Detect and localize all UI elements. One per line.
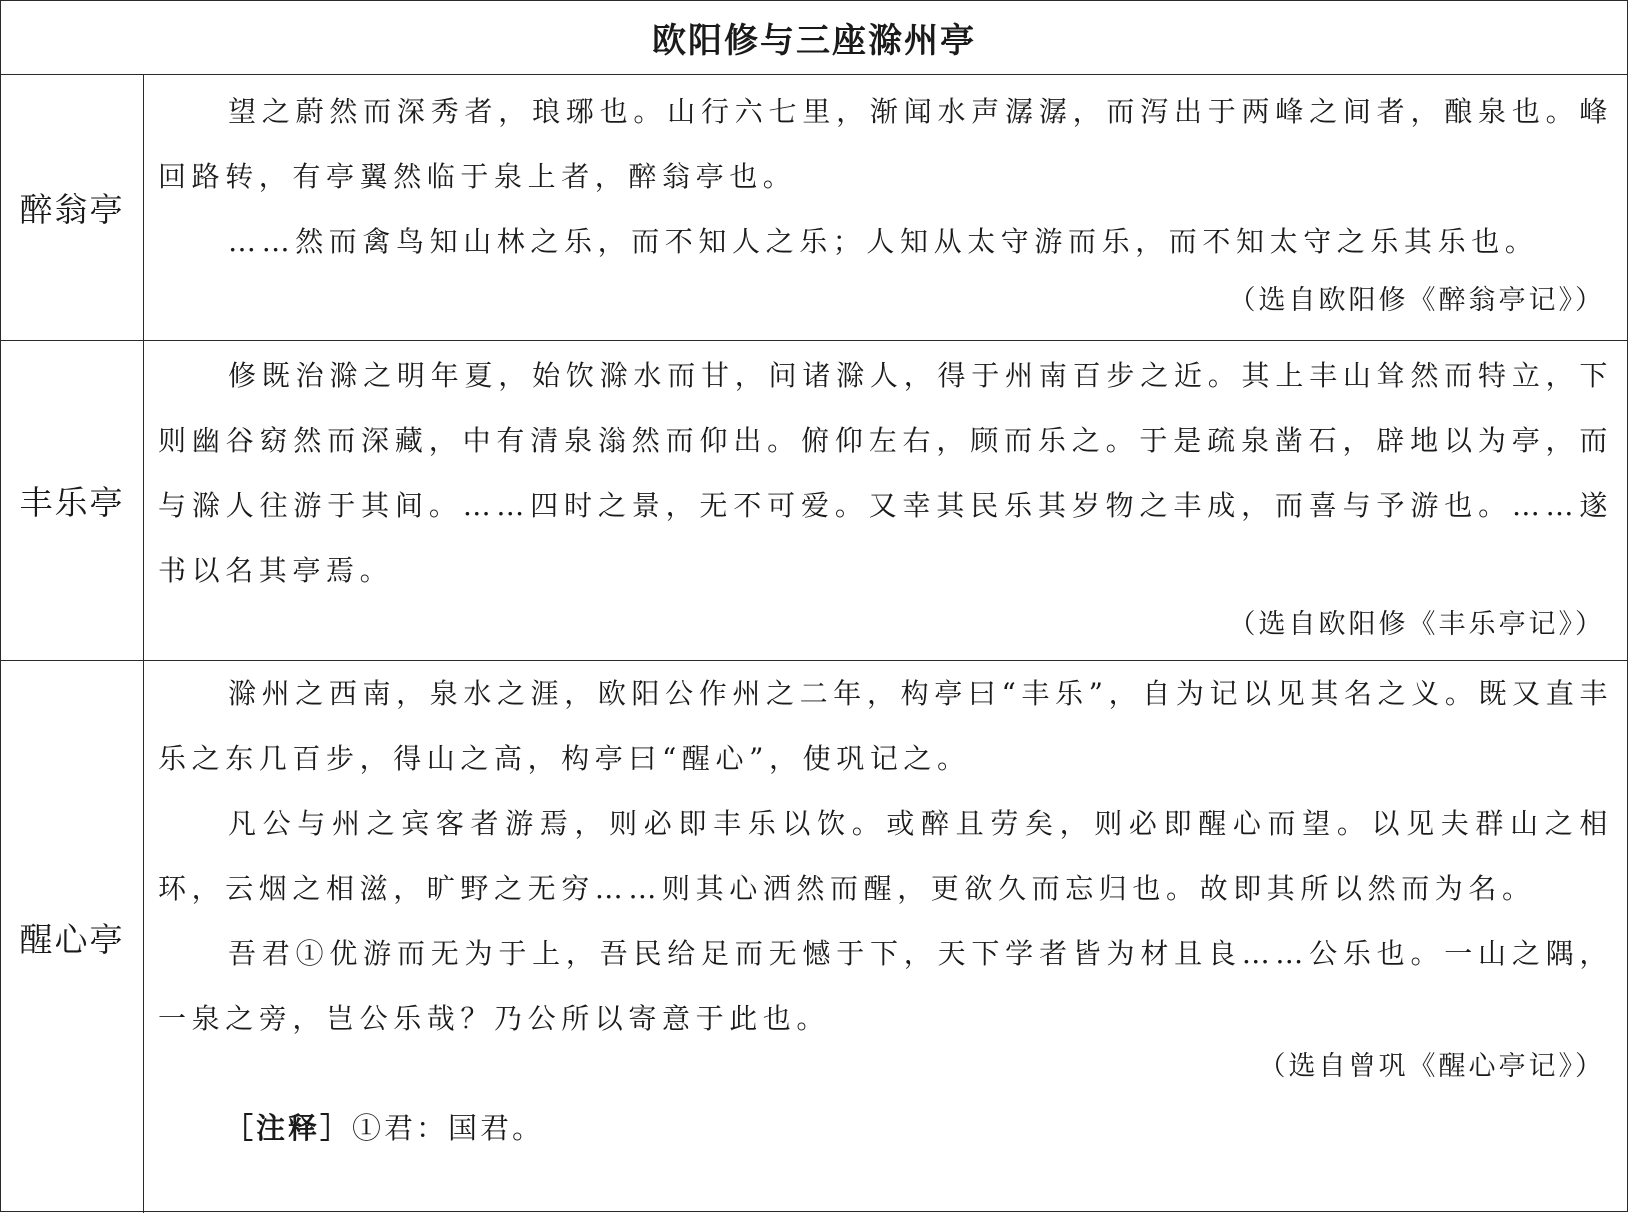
row-content [144,75,1627,340]
paragraph: 滁州之西南，泉水之涯，欧阳公作州之二年，构亭曰“丰乐”，自为记以见其名之义。既又直丰乐之东几百步，得山之高，构亭曰“醒心”，使巩记之。 [158,677,1613,775]
row-label: 醉翁亭 [1,75,144,340]
annotation-note [224,1103,544,1153]
row-content [144,661,1627,1213]
row-xingxin [1,661,1627,1213]
note-label: ［注释］ [224,1111,353,1145]
note-text: ①君：国君。 [352,1111,545,1145]
paragraph: 凡公与州之宾客者游焉，则必即丰乐以饮。或醉且劳矣，则必即醒心而望。以见夫群山之相环，云烟之相滋，旷野之无穷……则其心洒然而醒，更欲久而忘归也。故即其所以然而为名。 [158,807,1613,905]
paragraph: 望之蔚然而深秀者，琅琊也。山行六七里，渐闻水声潺潺，而泻出于两峰之间者，酿泉也。峰回路转，有亭翼然临于泉上者，醉翁亭也。 [158,95,1613,193]
source-citation: （选自曾巩《醒心亭记》） [1258,1051,1605,1082]
row-fengle [1,341,1627,661]
source-citation: （选自欧阳修《丰乐亭记》） [1228,609,1605,640]
table-title: 欧阳修与三座滁州亭 [1,1,1627,75]
paragraph: 吾君①优游而无为于上，吾民给足而无憾于下，天下学者皆为材且良……公乐也。一山之隅，一泉之旁，岂公乐哉？乃公所以寄意于此也。 [158,937,1613,1035]
paragraph: ……然而禽鸟知山林之乐，而不知人之乐；人知从太守游而乐，而不知太守之乐其乐也。 [228,225,1539,258]
row-zuiweng [1,75,1627,341]
source-citation: （选自欧阳修《醉翁亭记》） [1228,285,1605,316]
row-label: 醒心亭 [1,661,144,1213]
row-content [144,341,1627,660]
paragraph: 修既治滁之明年夏，始饮滁水而甘，问诸滁人，得于州南百步之近。其上丰山耸然而特立，下则幽谷窈然而深藏，中有清泉滃然而仰出。俯仰左右，顾而乐之。于是疏泉凿石，辟地以为亭，而与滁人往游于其间。……四时之景，无不可爱。又幸其民乐其岁物之丰成，而喜与予游也。……遂书以名其亭焉。 [158,359,1613,587]
row-label: 丰乐亭 [1,341,144,660]
